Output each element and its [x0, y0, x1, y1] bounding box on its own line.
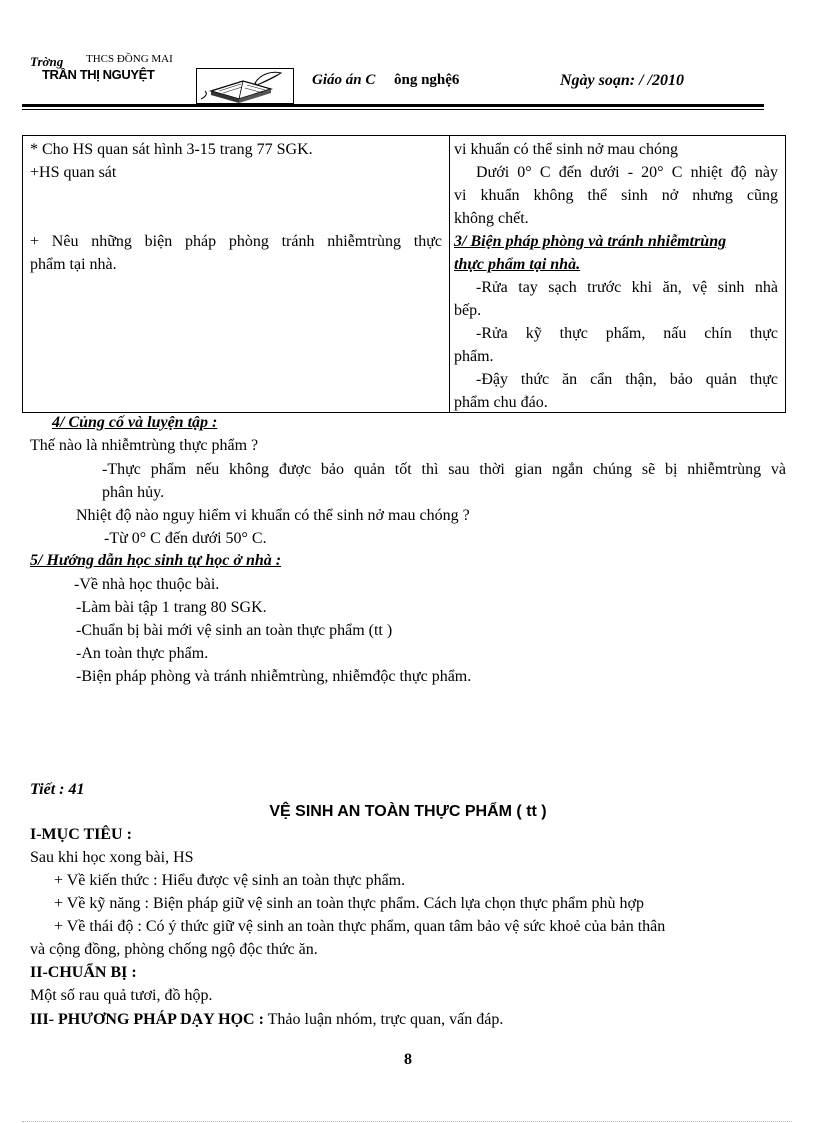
table-left-line: + Nêu những biện pháp phòng tránh nhiễmtrùng thực — [30, 233, 442, 250]
date-label: Ngày soạn: / /2010 — [560, 72, 684, 89]
question-2: Nhiệt độ nào nguy hiểm vi khuẩn có thể sinh nở mau chóng ? — [76, 507, 470, 524]
preparation-text: Một số rau quả tươi, đồ hộp. — [30, 987, 213, 1004]
table-right-line: -Rửa kỹ thực phẩm, nấu chín thực — [476, 325, 778, 342]
methods-line — [30, 1011, 503, 1029]
school-name: THCS ĐỒNG MAI — [86, 53, 173, 65]
book-quill-icon — [196, 68, 294, 104]
objectives-heading: I-MỤC TIÊU : — [30, 826, 132, 843]
section4-heading: 4/ Củng cố và luyện tập : — [52, 414, 218, 431]
question-1: Thế nào là nhiễmtrùng thực phẩm ? — [30, 437, 259, 454]
objective-attitude: + Về thái độ : Có ý thức giữ vệ sinh an toàn thực phẩm, quan tâm bảo vệ sức khoẻ của bản thân — [54, 918, 666, 935]
objectives-intro: Sau khi học xong bài, HS — [30, 849, 194, 866]
table-right-line: -Rửa tay sạch trước khi ăn, vệ sinh nhà — [476, 279, 778, 296]
table-right-line: phẩm chu đáo. — [454, 394, 548, 411]
table-right-line: vi khuẩn không thể sinh nở nhưng cũng — [454, 187, 778, 204]
methods-heading: III- PHƯƠNG PHÁP DẠY HỌC : — [30, 1011, 264, 1028]
section3-heading-cont: thực phẩm tại nhà. — [454, 256, 581, 273]
answer-1-line1: -Thực phẩm nếu không được bảo quản tốt thì sau thời gian ngắn chúng sẽ bị nhiễmtrùng và — [102, 461, 786, 478]
answer-2: -Từ 0° C đến dưới 50° C. — [104, 530, 267, 547]
table-right-line: phẩm. — [454, 348, 494, 365]
table-left-line: * Cho HS quan sát hình 3-15 trang 77 SGK. — [30, 141, 313, 158]
table-column-divider — [449, 135, 450, 413]
section3-heading: 3/ Biện pháp phòng và tránh nhiễmtrùng — [454, 233, 727, 250]
homework-item: -Về nhà học thuộc bài. — [74, 576, 220, 593]
objective-knowledge: + Về kiến thức : Hiểu được vệ sinh an toàn thực phẩm. — [54, 872, 406, 889]
table-right-line: -Đậy thức ăn cẩn thận, bảo quản thực — [476, 371, 778, 388]
lesson-number: Tiết : 41 — [30, 781, 85, 798]
methods-text: Thảo luận nhóm, trực quan, vấn đáp. — [263, 1011, 504, 1028]
table-right-line: Dưới 0° C đến dưới - 20° C nhiệt độ này — [476, 164, 778, 181]
homework-item: -Chuẩn bị bài mới vệ sinh an toàn thực phẩm (tt ) — [76, 622, 393, 639]
table-left-line: +HS quan sát — [30, 164, 117, 181]
teacher-name: TRẦN THỊ NGUYỆT — [42, 67, 155, 82]
objective-attitude-cont: và cộng đồng, phòng chống ngộ độc thức ăn. — [30, 941, 318, 958]
page-number: 8 — [404, 1051, 412, 1068]
header-rule-thin — [22, 109, 764, 110]
footer-rule — [22, 1121, 792, 1122]
homework-item: -An toàn thực phẩm. — [76, 645, 209, 662]
objective-skills: + Về kỹ năng : Biện pháp giữ vệ sinh an toàn thực phẩm. Cách lựa chọn thực phẩm phù hợp — [54, 895, 644, 912]
table-right-line: bếp. — [454, 302, 482, 319]
school-label: Trờng — [30, 54, 64, 69]
header-rule-thick — [22, 104, 764, 107]
table-left-line: phẩm tại nhà. — [30, 256, 117, 273]
table-right-line: vi khuẩn có thể sinh nở mau chóng — [454, 141, 678, 158]
homework-item: -Làm bài tập 1 trang 80 SGK. — [76, 599, 267, 616]
section5-heading: 5/ Hướng dẫn học sinh tự học ở nhà : — [30, 552, 282, 569]
subject-label: ông nghệ6 — [394, 72, 460, 88]
lesson-title: VỆ SINH AN TOÀN THỰC PHẨM ( tt ) — [269, 803, 547, 820]
table-right-line: không chết. — [454, 210, 529, 227]
answer-1-line2: phân hủy. — [102, 484, 165, 501]
lesson-plan-label: Giáo án C — [312, 72, 376, 88]
preparation-heading: II-CHUẨN BỊ : — [30, 964, 137, 981]
homework-item: -Biện pháp phòng và tránh nhiễmtrùng, nhiễmđộc thực phẩm. — [76, 668, 472, 685]
